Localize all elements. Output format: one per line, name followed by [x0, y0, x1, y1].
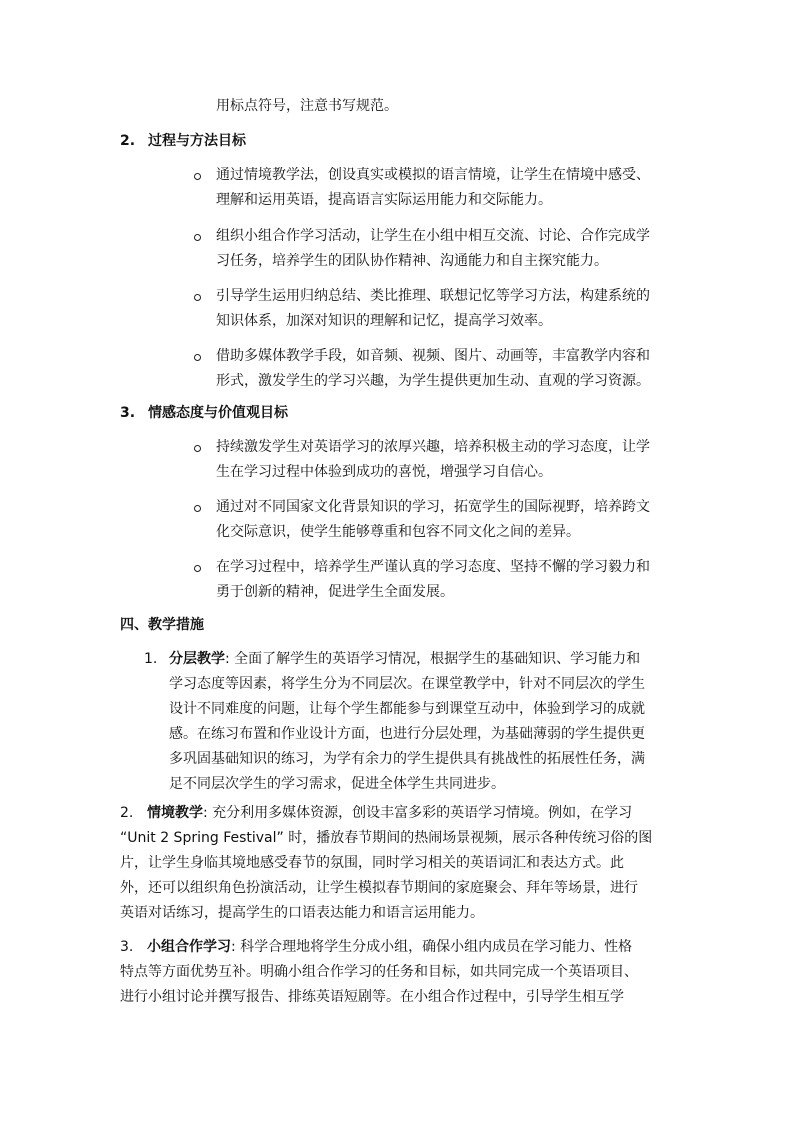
measure-first-line	[147, 936, 632, 958]
measure-term: 小组合作学习	[147, 939, 231, 955]
list-item-line: 通过情境教学法，创设真实或模拟的语言情境，让学生在情境中感受、	[216, 167, 650, 183]
paragraph-line: 多巩固基础知识的练习，为学有余力的学生提供具有挑战性的拓展性任务，满	[169, 751, 645, 767]
bullet-circle-icon	[194, 445, 201, 452]
list-item-line: 通过对不同国家文化背景知识的学习，拓宽学生的国际视野，培养跨文	[216, 499, 650, 515]
measure-first-text: 充分利用多媒体资源，创设丰富多彩的英语学习情境。例如，在学习	[207, 805, 633, 821]
measure-first-line	[169, 648, 640, 670]
measure-number: 2.	[120, 805, 134, 821]
bullet-circle-icon	[194, 505, 201, 512]
list-item-line: 理解和运用英语，提高语言实际运用能力和交际能力。	[216, 192, 552, 208]
paragraph-line: 足不同层次学生的学习需求，促进全体学生共同进步。	[169, 776, 505, 792]
measure-number: 1.	[144, 651, 158, 667]
bullet-circle-icon	[194, 294, 201, 301]
bullet-circle-icon	[194, 173, 201, 180]
measure-first-text: 全面了解学生的英语学习情况，根据学生的基础知识、学习能力和	[229, 651, 641, 667]
list-item-line: 知识体系，加深对知识的理解和记忆，提高学习效率。	[216, 313, 552, 329]
list-item-line: 勇于创新的精神，促进学生全面发展。	[216, 584, 454, 600]
paragraph-line: 英语对话练习，提高学生的口语表达能力和语言运用能力。	[120, 905, 484, 921]
measure-number: 3.	[120, 939, 134, 955]
list-item-line: 在学习过程中，培养学生严谨认真的学习态度、坚持不懈的学习毅力和	[216, 559, 650, 575]
list-item-line: 持续激发学生对英语学习的浓厚兴趣，培养积极主动的学习态度，让学	[216, 439, 650, 455]
section-3-title: 情感态度与价值观目标	[148, 405, 288, 421]
paragraph-line: 特点等方面优势互补。明确小组合作学习的任务和目标，如共同完成一个英语项目、	[120, 964, 638, 980]
carryover-line: 用标点符号，注意书写规范。	[216, 98, 398, 114]
section-4-heading: 四、教学措施	[120, 617, 204, 633]
bullet-circle-icon	[194, 354, 201, 361]
list-item-line: 形式，激发学生的学习兴趣，为学生提供更加生动、直观的学习资源。	[216, 373, 650, 389]
list-item-line: 化交际意识，使学生能够尊重和包容不同文化之间的差异。	[216, 524, 580, 540]
paragraph-line: 外，还可以组织角色扮演活动，让学生模拟春节期间的家庭聚会、拜年等场景，进行	[120, 880, 638, 896]
measure-term: 分层教学	[169, 651, 225, 667]
measure-first-line	[147, 802, 632, 824]
measure-first-text: 科学合理地将学生分成小组，确保小组内成员在学习能力、性格	[235, 939, 633, 955]
measure-colon: :	[231, 939, 236, 955]
paragraph-line: 学习态度等因素，将学生分为不同层次。在课堂教学中，针对不同层次的学生	[169, 676, 645, 692]
paragraph-line: 片，让学生身临其境地感受春节的氛围，同时学习相关的英语词汇和表达方式。此	[120, 855, 624, 871]
measure-term: 情境教学	[147, 805, 203, 821]
section-2-number: 2.	[120, 133, 136, 149]
list-item-line: 借助多媒体教学手段，如音频、视频、图片、动画等，丰富教学内容和	[216, 348, 650, 364]
paragraph-line: 进行小组讨论并撰写报告、排练英语短剧等。在小组合作过程中，引导学生相互学	[120, 989, 624, 1005]
measure-colon: :	[225, 651, 230, 667]
list-item-line: 组织小组合作学习活动，让学生在小组中相互交流、讨论、合作完成学	[216, 228, 650, 244]
section-3-number: 3.	[120, 405, 136, 421]
paragraph-line: 设计不同难度的问题，让每个学生都能参与到课堂互动中，体验到学习的成就	[169, 701, 645, 717]
paragraph-line: 感。在练习布置和作业设计方面，也进行分层处理，为基础薄弱的学生提供更	[169, 726, 645, 742]
bullet-circle-icon	[194, 234, 201, 241]
bullet-circle-icon	[194, 565, 201, 572]
measure-colon: :	[203, 805, 208, 821]
section-2-title: 过程与方法目标	[148, 133, 246, 149]
list-item-line: 习任务，培养学生的团队协作精神、沟通能力和自主探究能力。	[216, 253, 608, 269]
list-item-line: 引导学生运用归纳总结、类比推理、联想记忆等学习方法，构建系统的	[216, 288, 650, 304]
list-item-line: 生在学习过程中体验到成功的喜悦，增强学习自信心。	[216, 464, 552, 480]
paragraph-line: “Unit 2 Spring Festival” 时，播放春节期间的热闹场景视频，展示各种传统习俗的图	[120, 830, 653, 846]
